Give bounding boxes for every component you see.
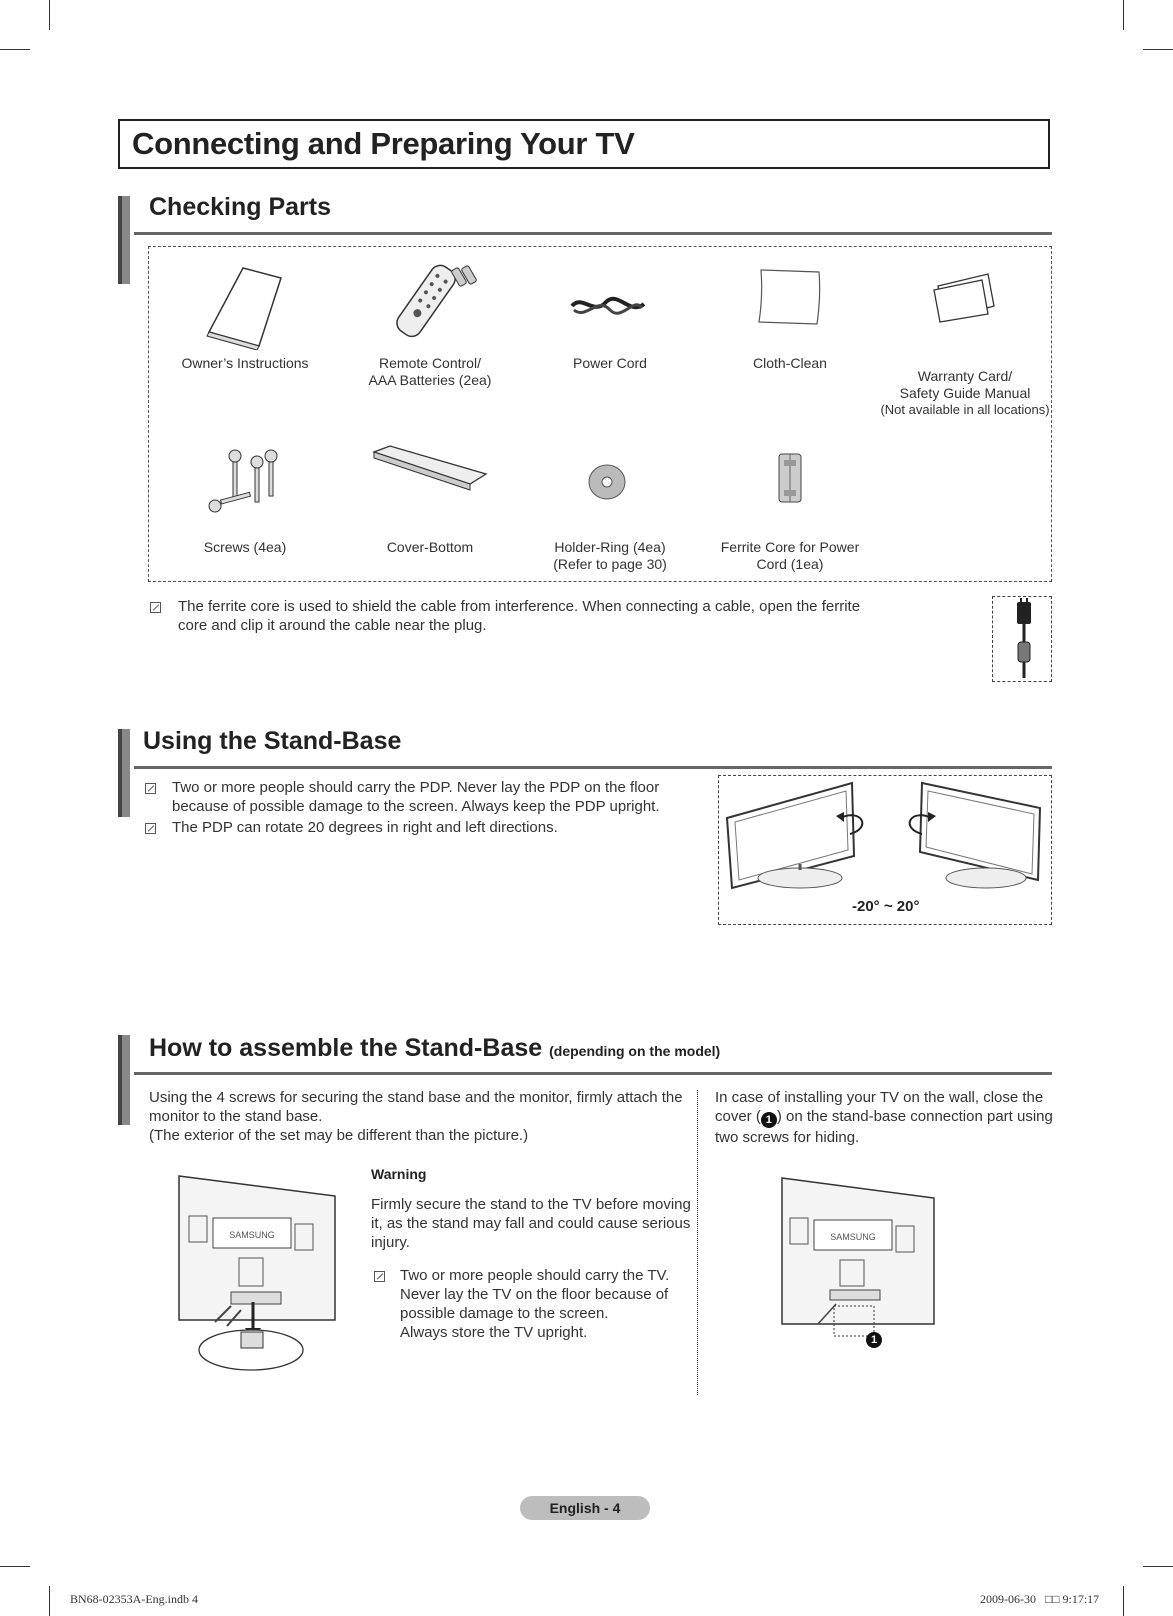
assemble-right-text bbox=[715, 1088, 1055, 1147]
figure-callout-badge: 1 bbox=[866, 1332, 882, 1348]
assemble-left-text: Using the 4 screws for securing the stand base and the monitor, firmly attach the monitor to the stand base. (The exterior of the set may be different than the picture.) bbox=[149, 1089, 683, 1144]
tv-back-brand: SAMSUNG bbox=[830, 1232, 876, 1242]
crop-mark bbox=[0, 1566, 30, 1567]
assemble-title-suffix: (depending on the model) bbox=[549, 1043, 721, 1059]
section-bar bbox=[118, 1035, 130, 1125]
ferrite-note-text: The ferrite core is used to shield the cable from interference. When connecting a cable, open the ferrite core and clip it around the cable near the plug. bbox=[178, 598, 861, 634]
assemble-title-text: How to assemble the Stand-Base bbox=[149, 1034, 543, 1062]
part-caption: Owner’s Instructions bbox=[181, 355, 309, 371]
crop-mark bbox=[49, 0, 50, 30]
part-caption: Cloth-Clean bbox=[753, 355, 827, 371]
note-icon bbox=[150, 602, 161, 613]
part-caption: Holder-Ring (4ea) (Refer to page 30) bbox=[553, 539, 667, 572]
section-rule bbox=[134, 1072, 1052, 1075]
power-cord-icon bbox=[568, 286, 648, 322]
stand-note-text: Two or more people should carry the PDP. Never lay the PDP on the floor because of possible damage to the screen. Always keep the PDP upright. bbox=[172, 779, 660, 815]
part-caption: Screws (4ea) bbox=[203, 539, 287, 555]
page-title: Connecting and Preparing Your TV bbox=[132, 126, 635, 161]
part-caption: Cover-Bottom bbox=[386, 539, 474, 555]
warning-title: Warning bbox=[371, 1166, 427, 1182]
stand-note-text: The PDP can rotate 20 degrees in right and left directions. bbox=[172, 819, 558, 836]
section-title-checking-parts: Checking Parts bbox=[149, 193, 332, 221]
cover-install-illustration bbox=[778, 1174, 938, 1344]
part-caption: Warranty Card/ Safety Guide Manual bbox=[899, 368, 1031, 401]
crop-mark bbox=[1123, 1586, 1124, 1616]
crop-mark bbox=[1143, 49, 1173, 50]
crop-mark bbox=[1123, 0, 1124, 30]
section-rule bbox=[134, 766, 1052, 769]
part-caption-note: (Not available in all locations) bbox=[880, 402, 1050, 417]
warranty-card-icon bbox=[930, 272, 1000, 324]
warning-text: Firmly secure the stand to the TV before moving it, as the stand may fall and could cause serious injury. bbox=[371, 1196, 691, 1251]
section-title-assemble bbox=[149, 1034, 720, 1063]
part-caption: Power Cord bbox=[573, 355, 647, 371]
column-divider bbox=[697, 1090, 698, 1395]
holder-ring-icon bbox=[585, 462, 629, 502]
ferrite-plug-icon bbox=[1008, 598, 1038, 680]
remote-control-icon bbox=[393, 260, 479, 338]
stand-assembly-illustration bbox=[175, 1172, 345, 1377]
right-text-after: ) on the stand-base connection part using two screws for hiding. bbox=[715, 1108, 1053, 1146]
section-bar bbox=[118, 196, 130, 284]
footer-timestamp: 2009-06-30 □□ 9:17:17 bbox=[980, 1592, 1100, 1606]
footer-file-name: BN68-02353A-Eng.indb 4 bbox=[70, 1592, 198, 1606]
crop-mark bbox=[1143, 1566, 1173, 1567]
cover-bottom-icon bbox=[370, 444, 490, 494]
note-icon bbox=[145, 783, 156, 794]
section-bar bbox=[118, 729, 130, 817]
section-title-using-stand-base: Using the Stand-Base bbox=[143, 727, 402, 755]
crop-mark bbox=[49, 1586, 50, 1616]
tv-rotation-illustration bbox=[722, 778, 1048, 896]
warning-note-text: Two or more people should carry the TV. Never lay the TV on the floor because of possible damage to the screen. Always store the TV upright. bbox=[400, 1267, 670, 1341]
rotation-range-label: -20° ~ 20° bbox=[852, 898, 920, 915]
page-title-box bbox=[118, 119, 1050, 169]
page-number: English - 4 bbox=[520, 1496, 650, 1520]
note-icon bbox=[145, 823, 156, 834]
owners-instructions-icon bbox=[205, 262, 285, 350]
right-text-before: In case of installing your TV on the wall, close the cover ( bbox=[715, 1089, 1044, 1125]
part-caption: Ferrite Core for Power Cord (1ea) bbox=[720, 539, 860, 572]
tv-back-brand: SAMSUNG bbox=[229, 1230, 275, 1240]
cloth-clean-icon bbox=[755, 266, 825, 328]
ferrite-core-icon bbox=[775, 452, 805, 504]
cover-callout-badge: 1 bbox=[761, 1112, 777, 1128]
crop-mark bbox=[0, 49, 30, 50]
part-caption: Remote Control/ AAA Batteries (2ea) bbox=[368, 355, 492, 388]
screws-icon bbox=[205, 448, 285, 518]
section-rule bbox=[134, 232, 1052, 235]
note-icon bbox=[374, 1271, 385, 1282]
